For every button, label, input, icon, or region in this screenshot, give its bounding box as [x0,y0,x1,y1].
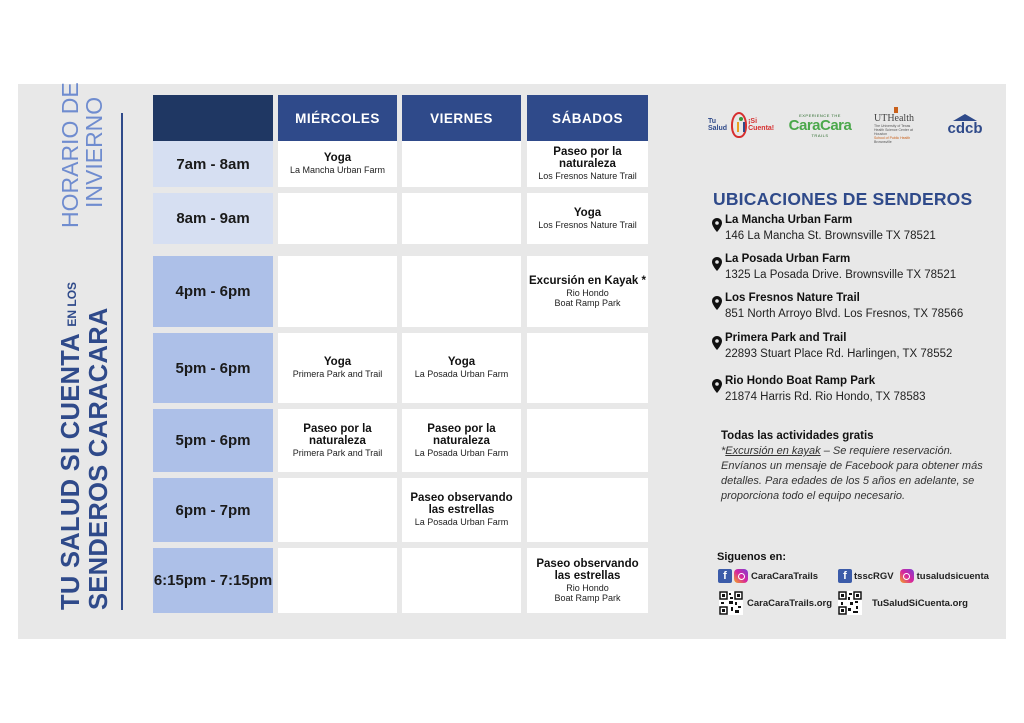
title-line1: TU SALUD SI CUENTA [57,334,85,610]
locations-title: UBICACIONES DE SENDEROS [713,189,973,209]
schedule-cell [402,409,521,472]
location-name: La Mancha Urban Farm [725,214,853,226]
website-caracara [719,591,832,615]
schedule-cell [527,409,648,472]
time-slot: 8am - 9am [153,193,273,244]
uthealth-sub3: School of Public Health [874,135,911,140]
activity-name: Paseo observando las estrellas [536,557,639,582]
uthealth-sub4: Brownsville [874,139,892,144]
schedule-cell [527,478,648,542]
location-address: 1325 La Posada Drive. Brownsville TX 78521 [725,269,957,281]
tusalud-heart-icon [731,112,747,138]
social-handle[interactable]: tsscRGV [854,570,894,582]
location-address: 851 North Arroyo Blvd. Los Fresnos, TX 78566 [725,308,964,320]
schedule-cell [527,333,648,403]
schedule-cell [527,256,648,327]
activity-name: Paseo por la naturaleza [553,146,622,171]
schedule-cell [527,141,648,187]
header-viernes: VIERNES [402,95,521,141]
season-line2: INVIERNO [81,96,107,208]
time-slot: 7am - 8am [153,141,273,187]
schedule-cell [402,333,521,403]
caracara-logo-text: CaraCara [788,116,852,134]
activity-location: La Posada Urban Farm [414,369,509,380]
schedule-cell [278,409,397,472]
activity-name: Paseo por la naturaleza [303,422,372,447]
header-sabados: SÁBADOS [527,95,648,141]
time-slot: 5pm - 6pm [153,333,273,403]
tusalud-logo-text-a: Tu Salud [708,118,728,132]
caracara-logo [786,110,854,140]
map-pin-icon [712,257,722,271]
cdcb-logo-text: cdcb [947,120,983,137]
map-pin-icon [712,218,722,232]
qr-code-icon [838,591,862,615]
location-name: Los Fresnos Nature Trail [725,292,860,304]
kayak-asterisk: * [721,445,726,457]
time-slot: 4pm - 6pm [153,256,273,327]
kayak-note [721,444,991,504]
activity-location: Los Fresnos Nature Trail [538,171,637,182]
map-pin-icon [712,336,722,350]
title-line2: SENDEROS CARACARA [84,307,113,610]
social-handle[interactable]: tusaludsicuenta [916,570,989,582]
location-name: Primera Park and Trail [725,332,847,344]
schedule-cell [278,256,397,327]
free-activities-title: Todas las actividades gratis [721,430,874,442]
qr-code-icon [719,591,743,615]
instagram-icon [900,569,914,583]
schedule-cell [402,193,521,244]
uthealth-logo-text: UTHealth [874,112,914,124]
activity-name: Yoga [447,356,476,369]
schedule-cell [278,141,397,187]
schedule-cell [402,141,521,187]
activity-name: Paseo observando las estrellas [410,492,513,517]
table-header-corner [153,95,273,141]
uthealth-sub1: The University of Texas [874,123,911,128]
season-line1: HORARIO DE [57,82,83,228]
schedule-cell [527,548,648,613]
map-pin-icon [712,296,722,310]
activity-name: Yoga [323,356,352,369]
website-link[interactable]: TuSaludSiCuenta.org [872,597,968,609]
caracara-logo-bottom: TRAILS [811,132,829,138]
website-tusalud [838,591,968,615]
follow-us-title: Siguenos en: [717,551,787,563]
map-pin-icon [712,379,722,393]
season-title [58,0,106,228]
location-address: 22893 Stuart Place Rd. Harlingen, TX 78552 [725,348,953,360]
tusalud-logo-text-b: ¡Si Cuenta! [748,118,775,132]
time-slot: 5pm - 6pm [153,409,273,472]
activity-location: La Posada Urban Farm [414,517,509,528]
activity-location: La Posada Urban Farm [414,447,509,458]
activity-location: Rio Hondo Boat Ramp Park [554,287,621,308]
schedule-cell [278,333,397,403]
facebook-icon: f [838,569,852,583]
header-miercoles: MIÉRCOLES [278,95,397,141]
activity-location: La Mancha Urban Farm [289,165,386,176]
kayak-text: – Se requiere reservación. Envíanos un mensaje de Facebook para obtener más detalles. Para edades de los 5 años en adelante, se proporciona todo el equipo necesario. [721,445,983,502]
activity-location: Primera Park and Trail [292,369,383,380]
activity-location: Los Fresnos Nature Trail [538,219,637,230]
uthealth-sub2: Health Science Center at Houston [874,127,913,136]
activity-name: Yoga [573,206,602,219]
time-slot: 6pm - 7pm [153,478,273,542]
facebook-icon: f [718,569,732,583]
schedule-cell [402,256,521,327]
activity-location: Rio Hondo Boat Ramp Park [554,582,621,603]
location-address: 146 La Mancha St. Brownsville TX 78521 [725,230,936,242]
schedule-cell [278,193,397,244]
activity-name: Yoga [323,152,352,165]
social-tssc [838,569,989,583]
title-divider [121,113,123,610]
time-slot: 6:15pm - 7:15pm [153,548,273,613]
activity-name: Paseo por la naturaleza [427,422,496,447]
schedule-cell [402,548,521,613]
caracara-logo-top: EXPERIENCE THE [799,112,841,118]
cdcb-logo [940,110,990,140]
instagram-icon [734,569,748,583]
location-name: La Posada Urban Farm [725,253,851,265]
location-address: 21874 Harris Rd. Rio Hondo, TX 78583 [725,391,926,403]
schedule-cell [402,478,521,542]
social-caracara [718,569,818,583]
schedule-cell [278,548,397,613]
schedule-cell [278,478,397,542]
kayak-label: Excursión en kayak [725,445,821,457]
social-handle[interactable]: CaraCaraTrails [751,570,819,582]
tusalud-logo [708,108,776,142]
activity-name: Excursión en Kayak * [529,274,646,287]
location-name: Rio Hondo Boat Ramp Park [725,375,876,387]
schedule-cell [527,193,648,244]
activity-location: Primera Park and Trail [292,447,383,458]
website-link[interactable]: CaraCaraTrails.org [747,597,833,609]
uthealth-logo [874,106,926,144]
title-line1-small: EN LOS [64,281,79,327]
